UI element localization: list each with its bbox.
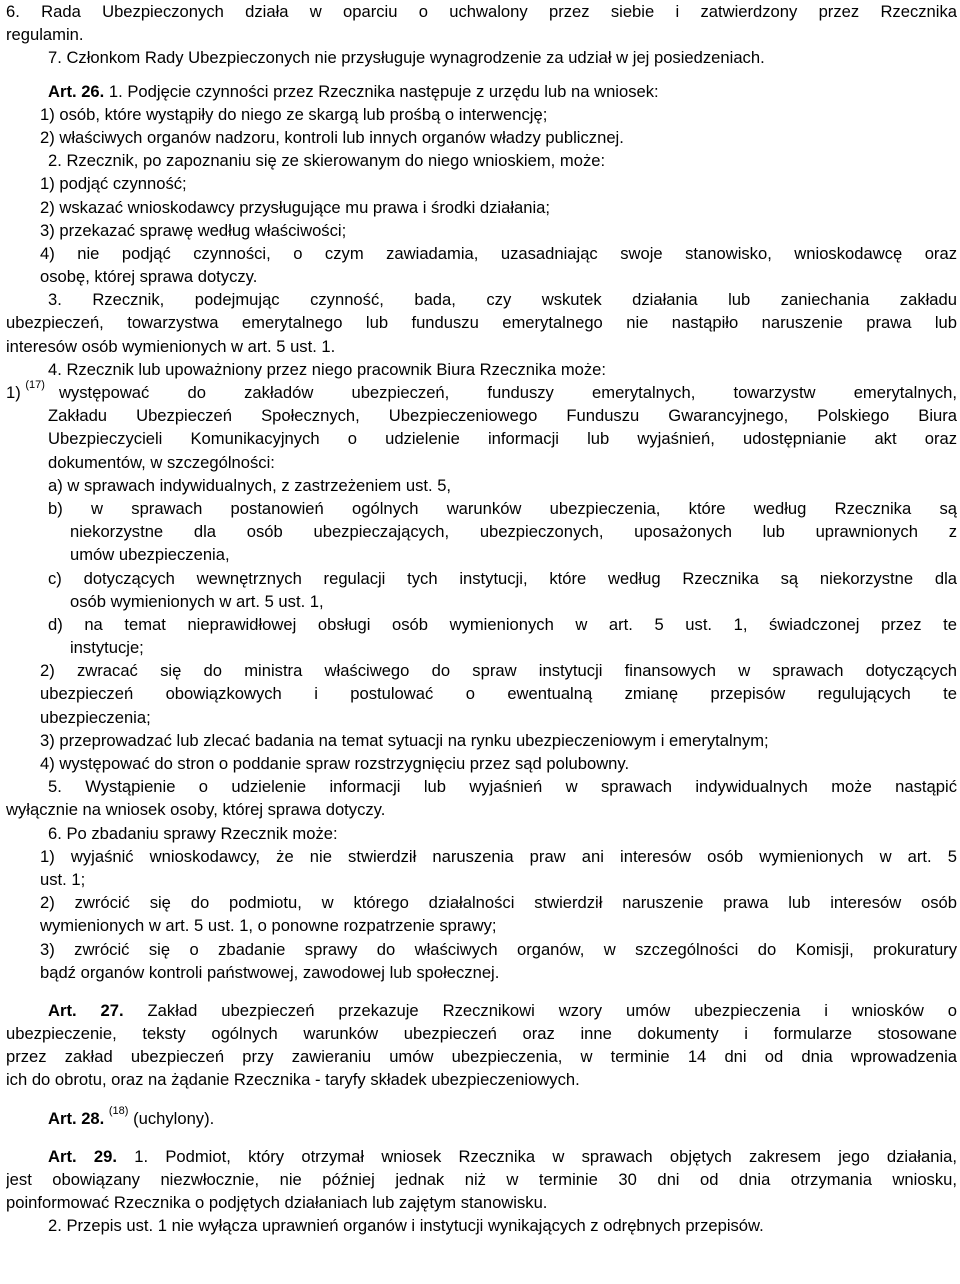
text-line: ust. 1; xyxy=(40,869,86,889)
text-line: 4. Rzecznik lub upoważniony przez niego pracownik Biura Rzecznika może: xyxy=(48,359,607,379)
article-27-heading-line xyxy=(6,999,957,1022)
text-line: dokumentów, w szczególności: xyxy=(48,452,275,472)
text-line: Ubezpieczycieli Komunikacyjnych o udzielenie informacji lub wyjaśnień, udostępnianie akt oraz xyxy=(48,429,957,449)
text-line: 2) zwracać się do ministra właściwego do spraw instytucji finansowych w sprawach dotyczących xyxy=(40,661,957,681)
text-line: niekorzystne dla osób ubezpieczających, ubezpieczonych, uposażonych lub uprawnionych z xyxy=(70,522,957,542)
text-line: osobę, której sprawa dotyczy. xyxy=(40,267,258,287)
text-line: 3) przekazać sprawę według właściwości; xyxy=(40,220,347,240)
article-number: Art. 28. xyxy=(48,1108,105,1128)
text-line: 2) wskazać wnioskodawcy przysługujące mu prawa i środki działania; xyxy=(40,197,551,217)
text-line: ubezpieczeń obowiązkowych i postulować o ewentualną zmianę przepisów regulujących te xyxy=(40,684,957,704)
text-line: regulamin. xyxy=(6,25,84,45)
text-line: c) dotyczących wewnętrznych regulacji tych instytucji, które według Rzecznika są niekorzystne dla xyxy=(48,568,957,588)
list-item xyxy=(6,381,957,404)
text-line: osób wymienionych w art. 5 ust. 1, xyxy=(70,591,324,611)
text-line: a) w sprawach indywidualnych, z zastrzeżeniem ust. 5, xyxy=(48,475,452,495)
text-line: b) w sprawach postanowień ogólnych warunków ubezpieczenia, które według Rzecznika są xyxy=(48,498,957,518)
text-line: 1) podjąć czynność; xyxy=(40,174,187,194)
text-line: poinformować Rzecznika o podjętych działaniach lub zajętym stanowisku. xyxy=(6,1193,548,1213)
text-line: umów ubezpieczenia, xyxy=(70,545,230,565)
text-line: Zakład ubezpieczeń przekazuje Rzecznikowi wzory umów ubezpieczenia i wniosków o xyxy=(147,1000,957,1020)
text-line: (uchylony). xyxy=(133,1108,215,1128)
text-line: ubezpieczenia; xyxy=(40,707,151,727)
article-number: Art. 26. xyxy=(48,81,105,101)
text-line: 2) zwrócić się do podmiotu, w którego działalności stwierdził naruszenie prawa lub interesów osób xyxy=(40,893,957,913)
text-line: przez zakład ubezpieczeń przy zawieraniu umów ubezpieczenia, w terminie 14 dni od dnia wprowadzenia xyxy=(6,1047,957,1067)
text-line: 1) osób, które wystąpiły do niego ze skargą lub prośbą o interwencję; xyxy=(40,104,548,124)
footnote-ref: (18) xyxy=(108,1105,129,1118)
text-line: 3) przeprowadzać lub zlecać badania na temat sytuacji na rynku ubezpieczeniowym i emerytalnym; xyxy=(40,730,769,750)
article-29-heading-line xyxy=(6,1145,957,1168)
text-line: 3. Rzecznik, podejmując czynność, bada, czy wskutek działania lub zaniechania zakładu xyxy=(48,290,957,310)
text-line: 5. Wystąpienie o udzielenie informacji lub wyjaśnień w sprawach indywidualnych może nastąpić xyxy=(48,777,957,797)
text-line: 1) wyjaśnić wnioskodawcy, że nie stwierdził naruszenia praw ani interesów osób wymienionych w art. 5 xyxy=(40,846,957,866)
article-28-heading-line xyxy=(6,1107,957,1130)
footnote-ref: (17) xyxy=(25,379,45,392)
text-line: 2) właściwych organów nadzoru, kontroli lub innych organów władzy publicznej. xyxy=(40,127,624,147)
text-line: interesów osób wymienionych w art. 5 ust. 1. xyxy=(6,336,336,356)
text-line: instytucje; xyxy=(70,638,144,658)
article-26-heading-line xyxy=(6,80,957,103)
paragraph-number: 1. xyxy=(108,81,123,101)
text-line: wymienionych w art. 5 ust. 1, o ponowne rozpatrzenie sprawy; xyxy=(40,916,497,936)
article-number: Art. 29. xyxy=(48,1146,117,1166)
text-line: Zakładu Ubezpieczeń Społecznych, Ubezpieczeniowego Funduszu Gwarancyjnego, Polskiego Biura xyxy=(48,406,957,426)
text-line: ubezpieczenie, teksty ogólnych warunków ubezpieczeń oraz inne dokumenty i formularze stosowane xyxy=(6,1024,957,1044)
text-line: wyłącznie na wniosek osoby, której sprawa dotyczy. xyxy=(6,800,386,820)
text-line: Podjęcie czynności przez Rzecznika następuje z urzędu lub na wniosek: xyxy=(127,81,659,101)
text-line: 7. Członkom Rady Ubezpieczonych nie przysługuje wynagrodzenie za udział w jej posiedzeniach. xyxy=(48,48,765,68)
text-line: 6. Rada Ubezpieczonych działa w oparciu o uchwalony przez siebie i zatwierdzony przez Rzecznika xyxy=(6,2,957,21)
list-number: 1) $^{(17)}$ xyxy=(6,379,45,402)
text-line: występować do zakładów ubezpieczeń, funduszy emerytalnych, towarzystw emerytalnych, xyxy=(58,383,957,402)
text-line: 4) nie podjąć czynności, o czym zawiadamia, uzasadniając swoje stanowisko, wnioskodawcę oraz xyxy=(40,243,957,263)
text-line: 6. Po zbadaniu sprawy Rzecznik może: xyxy=(48,823,338,843)
text-line: d) na temat nieprawidłowej obsługi osób wymienionych w art. 5 ust. 1, świadczonej przez te xyxy=(48,614,957,634)
text-line: jest obowiązany niezwłocznie, nie później jednak niż w terminie 30 dni od dnia otrzymania wniosku, xyxy=(6,1170,957,1189)
text-line: 4) występować do stron o poddanie spraw rozstrzygnięciu przez sąd polubowny. xyxy=(40,754,630,773)
document-page xyxy=(6,0,957,1238)
article-number: Art. 27. xyxy=(48,1000,124,1020)
text-line: ich do obrotu, oraz na żądanie Rzecznika - taryfy składek ubezpieczeniowych. xyxy=(6,1070,580,1090)
text-line: 2. Rzecznik, po zapoznaniu się ze skierowanym do niego wnioskiem, może: xyxy=(48,151,606,171)
text-line: 3) zwrócić się o zbadanie sprawy do właściwych organów, w szczególności do Komisji, prokuratury xyxy=(40,939,957,959)
text-line: 2. Przepis ust. 1 nie wyłącza uprawnień organów i instytucji wynikających z odrębnych przepisów. xyxy=(48,1216,764,1236)
text-line: 1. Podmiot, który otrzymał wniosek Rzecznika w sprawach objętych zakresem jego działania, xyxy=(134,1146,957,1166)
text-line: ubezpieczeń, towarzystwa emerytalnego lub funduszu emerytalnego nie nastąpiło naruszenie prawa lub xyxy=(6,313,957,333)
text-line: bądź organów kontroli państwowej, zawodowej lub społecznej. xyxy=(40,962,500,982)
